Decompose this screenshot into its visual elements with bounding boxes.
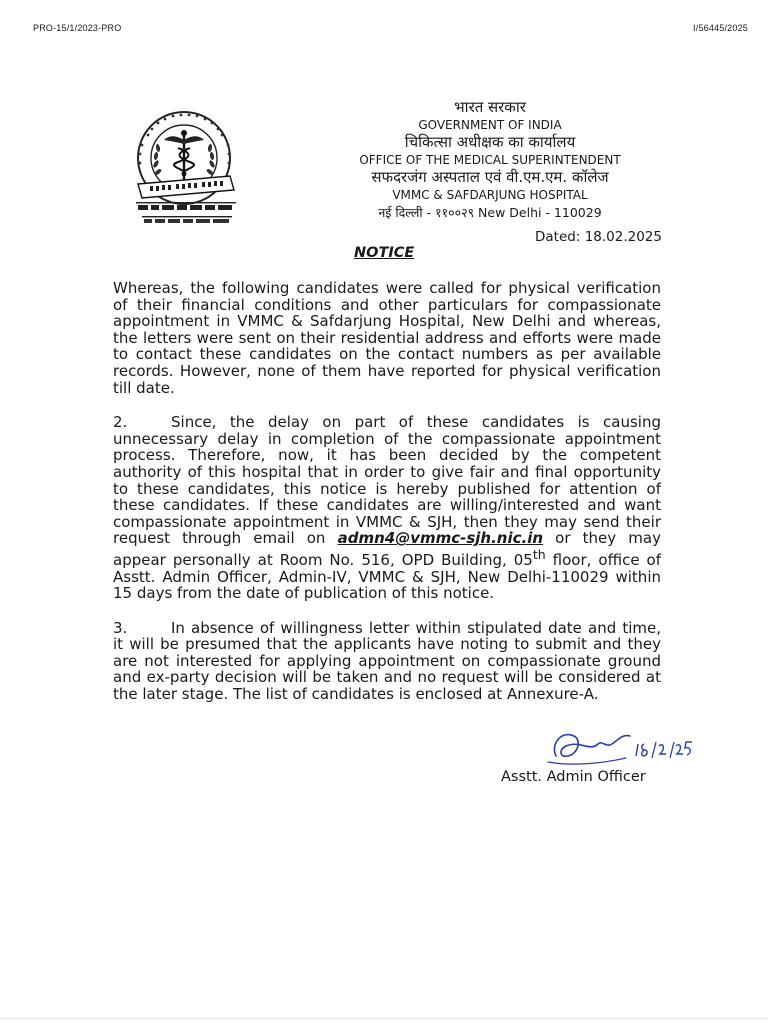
paragraph-3-number: 3. — [113, 618, 128, 637]
ordinal-superscript: th — [532, 546, 546, 562]
letterhead-office-english: OFFICE OF THE MEDICAL SUPERINTENDENT — [359, 153, 621, 167]
caduceus-seal-icon — [118, 110, 264, 232]
letterhead-office-hindi: चिकित्सा अधीक्षक का कार्यालय — [404, 133, 576, 151]
signatory-designation: Asstt. Admin Officer — [501, 769, 646, 785]
paragraph-2 — [113, 414, 661, 602]
notice-title: NOTICE — [354, 245, 415, 261]
contact-email-link[interactable]: admn4@vmmc-sjh.nic.in — [337, 529, 544, 548]
paragraph-2-text-middle: or they may appear personally at Room No. 516, OPD Building, 05 — [113, 529, 661, 569]
letterhead-hospital-hindi: सफदरजंग अस्पताल एवं वी.एम.एम. कॉलेज — [371, 168, 609, 186]
paragraph-2-number: 2. — [113, 413, 128, 432]
letterhead-govt-english: GOVERNMENT OF INDIA — [418, 118, 562, 132]
paragraph-3-text: In absence of willingness letter within stipulated date and time, it will be presumed that the applicants have noting to submit and they are not interested for applying appointment on compassionate ground and ex-party decision will be taken and no request will be considered at the later stage. The list of candidates is enclosed at Annexure-A. — [113, 618, 661, 704]
paragraph-1: Whereas, the following candidates were called for physical verification of their financial conditions and other particulars for compassionate appointment in VMMC & Safdarjung Hospital, New Delhi and whereas, the letters were sent on their residential address and efforts were made to contact these candidates on the contact numbers as per available records. However, none of them have reported for physical verification till date. — [113, 279, 661, 397]
hospital-emblem — [118, 110, 264, 232]
file-reference-right: I/56445/2025 — [693, 23, 748, 33]
file-reference-left: PRO-15/1/2023-PRO — [33, 23, 122, 33]
signature-icon — [540, 722, 696, 774]
letterhead-hospital-english: VMMC & SAFDARJUNG HOSPITAL — [392, 188, 588, 202]
letterhead — [300, 98, 680, 223]
notice-body — [113, 280, 661, 721]
letterhead-govt-hindi: भारत सरकार — [454, 98, 526, 116]
letterhead-address: नई दिल्ली - ११००२९ New Delhi - 110029 — [378, 205, 602, 220]
handwritten-signature — [540, 722, 696, 774]
page-edge-divider — [0, 1018, 768, 1019]
notice-date: Dated: 18.02.2025 — [535, 229, 662, 245]
paragraph-3 — [113, 620, 661, 703]
paragraph-2-text-start: Since, the delay on part of these candidates is causing unnecessary delay in completion of the compassionate appointment process. Therefore, now, it has been decided by the competent authority of this hospital that in order to give fair and final opportunity to these candidates, this notice is hereby published for attention of these candidates. If these candidates are willing/interested and want compassionate appointment in VMMC & SJH, then they may send their request through email on — [113, 413, 661, 548]
paragraph-2-text-end: floor, office of Asstt. Admin Officer, Admin-IV, VMMC & SJH, New Delhi-110029 within 15 days from the date of publication of this notice. — [113, 550, 662, 603]
